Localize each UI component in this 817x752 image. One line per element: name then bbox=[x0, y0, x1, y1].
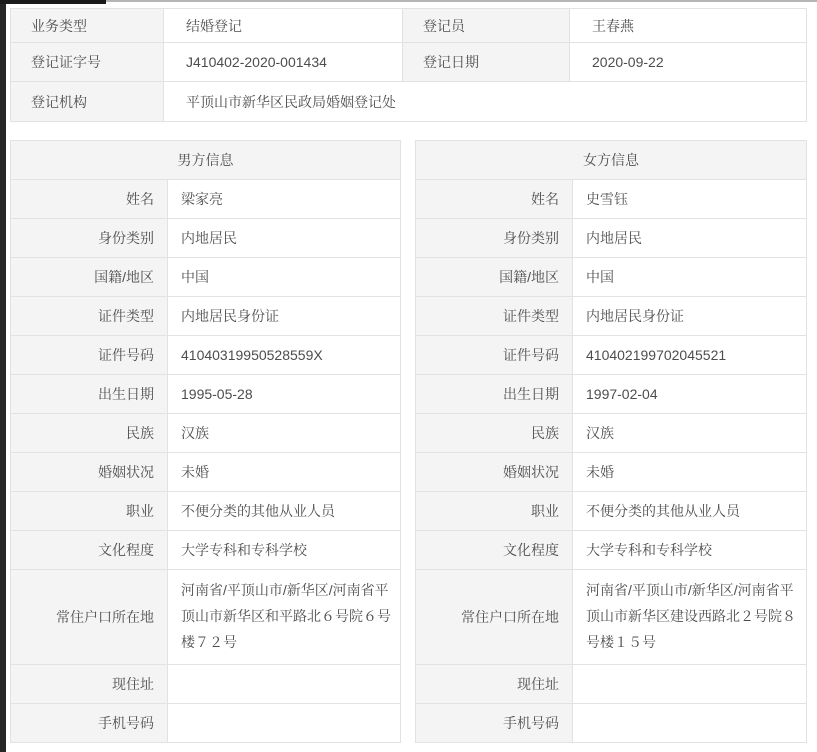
field-label-cert-number: 登记证字号 bbox=[11, 43, 164, 82]
groom-info-table bbox=[10, 140, 401, 743]
field-value-nationality: 中国 bbox=[168, 258, 401, 297]
field-label-ethnicity: 民族 bbox=[11, 414, 168, 453]
table-row bbox=[416, 180, 807, 219]
field-value-education: 大学专科和专科学校 bbox=[573, 531, 807, 570]
field-label-mobile-number: 手机号码 bbox=[416, 704, 573, 743]
field-value-education: 大学专科和专科学校 bbox=[168, 531, 401, 570]
field-value-birth-date: 1997-02-04 bbox=[573, 375, 807, 414]
field-label-nationality: 国籍/地区 bbox=[416, 258, 573, 297]
table-row bbox=[416, 258, 807, 297]
field-value-ethnicity: 汉族 bbox=[168, 414, 401, 453]
field-value-identity-category: 内地居民 bbox=[573, 219, 807, 258]
table-row bbox=[416, 665, 807, 704]
field-value-business-type: 结婚登记 bbox=[164, 9, 403, 43]
field-value-current-address bbox=[168, 665, 401, 704]
field-label-id-number: 证件号码 bbox=[416, 336, 573, 375]
top-edge-dark-line bbox=[0, 0, 106, 4]
field-value-name: 梁家亮 bbox=[168, 180, 401, 219]
field-value-occupation: 不便分类的其他从业人员 bbox=[168, 492, 401, 531]
field-label-name: 姓名 bbox=[416, 180, 573, 219]
field-value-id-type: 内地居民身份证 bbox=[168, 297, 401, 336]
table-row bbox=[11, 414, 401, 453]
field-value-birth-date: 1995-05-28 bbox=[168, 375, 401, 414]
field-value-id-number: 41040319950528559X bbox=[168, 336, 401, 375]
field-label-id-type: 证件类型 bbox=[416, 297, 573, 336]
field-label-household-address: 常住户口所在地 bbox=[11, 570, 168, 665]
field-label-occupation: 职业 bbox=[416, 492, 573, 531]
registration-summary-table bbox=[10, 8, 807, 122]
field-value-id-type: 内地居民身份证 bbox=[573, 297, 807, 336]
table-row bbox=[11, 82, 807, 122]
table-row bbox=[416, 531, 807, 570]
table-row bbox=[11, 9, 807, 43]
field-label-nationality: 国籍/地区 bbox=[11, 258, 168, 297]
field-value-identity-category: 内地居民 bbox=[168, 219, 401, 258]
field-label-education: 文化程度 bbox=[416, 531, 573, 570]
table-row bbox=[416, 492, 807, 531]
field-value-household-address: 河南省/平顶山市/新华区/河南省平顶山市新华区和平路北６号院６号楼７２号 bbox=[168, 570, 401, 665]
table-row bbox=[11, 665, 401, 704]
field-label-identity-category: 身份类别 bbox=[416, 219, 573, 258]
field-label-education: 文化程度 bbox=[11, 531, 168, 570]
field-label-reg-date: 登记日期 bbox=[403, 43, 570, 82]
field-label-current-address: 现住址 bbox=[416, 665, 573, 704]
field-value-marital-status: 未婚 bbox=[168, 453, 401, 492]
table-row bbox=[416, 375, 807, 414]
table-row bbox=[416, 453, 807, 492]
bride-table-title: 女方信息 bbox=[416, 141, 807, 180]
field-label-occupation: 职业 bbox=[11, 492, 168, 531]
table-row bbox=[11, 336, 401, 375]
table-row bbox=[11, 375, 401, 414]
field-label-ethnicity: 民族 bbox=[416, 414, 573, 453]
field-value-current-address bbox=[573, 665, 807, 704]
bride-info-table bbox=[415, 140, 807, 743]
field-value-mobile-number bbox=[573, 704, 807, 743]
table-row bbox=[11, 43, 807, 82]
top-edge-light-line bbox=[106, 0, 817, 2]
field-value-ethnicity: 汉族 bbox=[573, 414, 807, 453]
table-row bbox=[416, 219, 807, 258]
field-value-registrar: 王春燕 bbox=[570, 9, 807, 43]
table-row bbox=[11, 258, 401, 297]
table-row bbox=[11, 297, 401, 336]
table-row bbox=[11, 570, 401, 665]
field-label-registrar: 登记员 bbox=[403, 9, 570, 43]
field-label-birth-date: 出生日期 bbox=[416, 375, 573, 414]
field-value-occupation: 不便分类的其他从业人员 bbox=[573, 492, 807, 531]
table-row bbox=[11, 704, 401, 743]
field-label-id-number: 证件号码 bbox=[11, 336, 168, 375]
field-label-identity-category: 身份类别 bbox=[11, 219, 168, 258]
field-label-current-address: 现住址 bbox=[11, 665, 168, 704]
table-row bbox=[11, 492, 401, 531]
field-value-cert-number: J410402-2020-001434 bbox=[164, 43, 403, 82]
field-value-household-address: 河南省/平顶山市/新华区/河南省平顶山市新华区建设西路北２号院８号楼１５号 bbox=[573, 570, 807, 665]
table-row bbox=[416, 570, 807, 665]
table-row bbox=[11, 219, 401, 258]
field-label-household-address: 常住户口所在地 bbox=[416, 570, 573, 665]
groom-table-title: 男方信息 bbox=[11, 141, 401, 180]
table-row bbox=[11, 180, 401, 219]
field-value-mobile-number bbox=[168, 704, 401, 743]
table-row bbox=[11, 531, 401, 570]
field-value-id-number: 410402199702045521 bbox=[573, 336, 807, 375]
table-row bbox=[11, 453, 401, 492]
table-header-row bbox=[11, 141, 401, 180]
table-header-row bbox=[416, 141, 807, 180]
field-value-name: 史雪钰 bbox=[573, 180, 807, 219]
field-label-business-type: 业务类型 bbox=[11, 9, 164, 43]
field-value-marital-status: 未婚 bbox=[573, 453, 807, 492]
table-row bbox=[416, 297, 807, 336]
field-value-reg-date: 2020-09-22 bbox=[570, 43, 807, 82]
field-label-name: 姓名 bbox=[11, 180, 168, 219]
field-value-reg-org: 平顶山市新华区民政局婚姻登记处 bbox=[164, 82, 807, 122]
field-label-reg-org: 登记机构 bbox=[11, 82, 164, 122]
field-label-marital-status: 婚姻状况 bbox=[11, 453, 168, 492]
field-value-nationality: 中国 bbox=[573, 258, 807, 297]
left-edge-strip bbox=[0, 0, 6, 752]
table-row bbox=[416, 336, 807, 375]
table-row bbox=[416, 414, 807, 453]
field-label-id-type: 证件类型 bbox=[11, 297, 168, 336]
field-label-mobile-number: 手机号码 bbox=[11, 704, 168, 743]
field-label-marital-status: 婚姻状况 bbox=[416, 453, 573, 492]
field-label-birth-date: 出生日期 bbox=[11, 375, 168, 414]
table-row bbox=[416, 704, 807, 743]
